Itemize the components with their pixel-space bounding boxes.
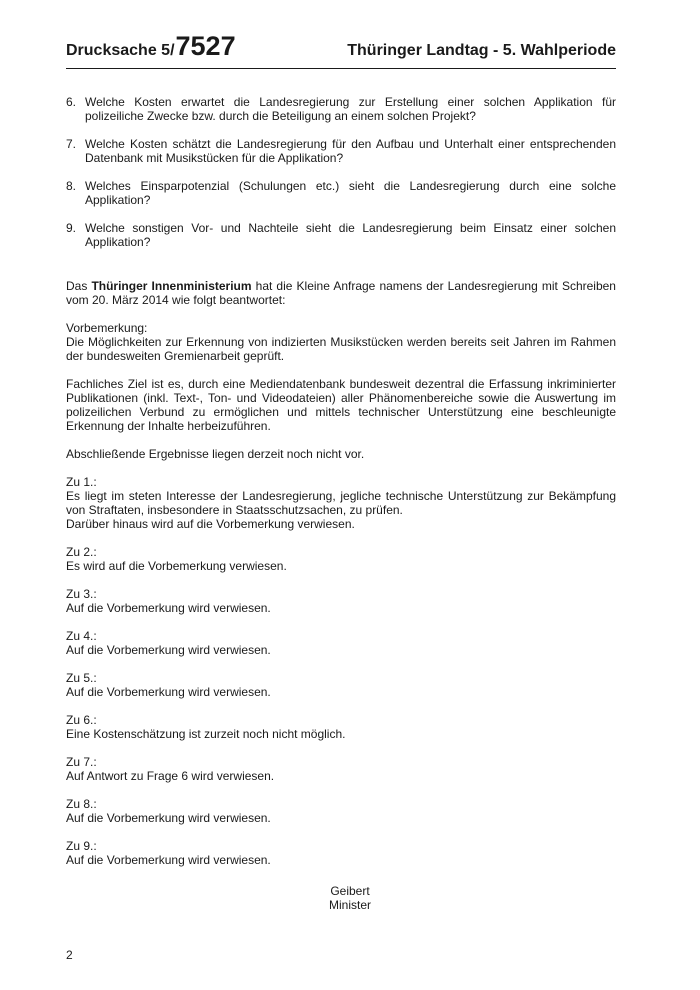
parliament-title: Thüringer Landtag - 5. Wahlperiode (347, 42, 616, 59)
answer-label: Zu 8.: (66, 797, 97, 811)
document-number-value: 7527 (175, 31, 236, 61)
answer-text: Eine Kostenschätzung ist zurzeit noch nicht möglich. (66, 727, 346, 741)
question-text: Welches Einsparpotenzial (Schulungen etc.) sieht die Landesregierung durch eine solche Applikation? (85, 179, 616, 207)
answer-text: Auf die Vorbemerkung wird verwiesen. (66, 853, 271, 867)
answer-label: Zu 6.: (66, 713, 97, 727)
answer-text: Es wird auf die Vorbemerkung verwiesen. (66, 559, 287, 573)
answer-intro: Das Thüringer Innenministerium hat die Kleine Anfrage namens der Landesregierung mit Schreiben vom 20. März 2014 wie folgt beantwortet: (66, 279, 616, 307)
question-text: Welche Kosten erwartet die Landesregierung zur Erstellung einer solchen Applikation für polizeiliche Zwecke bzw. durch die Beteiligung an einem solchen Projekt? (85, 95, 616, 123)
page-header (66, 26, 616, 66)
answer-text: Auf Antwort zu Frage 6 wird verwiesen. (66, 769, 275, 783)
signatory-name: Geibert (330, 884, 370, 898)
answer-text: Darüber hinaus wird auf die Vorbemerkung verwiesen. (66, 517, 355, 531)
answer-text: Es liegt im steten Interesse der Landesregierung, jegliche technische Unterstützung zur Bekämpfung von Straftaten, insbesondere in Staatsschutzsachen, zu prüfen. (66, 489, 616, 517)
document-body (66, 95, 616, 881)
document-prefix: Drucksache 5/ (66, 42, 175, 59)
answer-text: Auf die Vorbemerkung wird verwiesen. (66, 811, 271, 825)
answer-label: Zu 3.: (66, 587, 97, 601)
answer-text: Auf die Vorbemerkung wird verwiesen. (66, 685, 271, 699)
question-number: 8. (66, 179, 77, 193)
question-item (66, 95, 616, 123)
answer-block (66, 587, 616, 615)
preliminary-remark (66, 321, 616, 363)
question-item (66, 137, 616, 165)
question-number: 6. (66, 95, 77, 109)
signatory-title: Minister (328, 898, 371, 912)
preliminary-text: Die Möglichkeiten zur Erkennung von indizierten Musikstücken werden bereits seit Jahren im Rahmen der bundesweiten Gremienarbeit geprüft. (66, 335, 616, 363)
page-number: 2 (66, 948, 73, 962)
document-number (66, 33, 236, 60)
question-text: Welche sonstigen Vor- und Nachteile sieht die Landesregierung beim Einsatz einer solchen Applikation? (85, 221, 616, 249)
ministry-name: Thüringer Innenministerium (91, 279, 252, 293)
question-item (66, 221, 616, 249)
answer-label: Zu 5.: (66, 671, 97, 685)
answer-label: Zu 4.: (66, 629, 97, 643)
results-status: Abschließende Ergebnisse liegen derzeit noch nicht vor. (66, 447, 365, 461)
answer-label: Zu 9.: (66, 839, 97, 853)
signature-block (0, 884, 700, 912)
answer-label: Zu 1.: (66, 475, 97, 489)
question-item (66, 179, 616, 207)
answer-block (66, 545, 616, 573)
answer-text: Auf die Vorbemerkung wird verwiesen. (66, 601, 271, 615)
answer-label: Zu 2.: (66, 545, 97, 559)
answer-block (66, 713, 616, 741)
question-number: 7. (66, 137, 77, 151)
answer-block (66, 797, 616, 825)
answer-text: Auf die Vorbemerkung wird verwiesen. (66, 643, 271, 657)
question-list (66, 95, 616, 249)
header-divider (66, 68, 616, 69)
answer-block (66, 629, 616, 657)
answer-block (66, 839, 616, 867)
answer-block (66, 755, 616, 783)
question-text: Welche Kosten schätzt die Landesregierung für den Aufbau und Unterhalt einer entsprechenden Datenbank mit Musikstücken für die Applikation? (85, 137, 616, 165)
preliminary-label: Vorbemerkung: (66, 321, 148, 335)
answer-label: Zu 7.: (66, 755, 97, 769)
answer-block (66, 475, 616, 531)
answer-block (66, 671, 616, 699)
technical-goal: Fachliches Ziel ist es, durch eine Mediendatenbank bundesweit dezentral die Erfassung inkriminierter Publikationen (inkl. Text-, Ton- und Videodateien) aller Phänomenbereiche sowie die Auswertung im polizeilichen Verbund zu ermöglichen und mittels technischer Unterstützung eine beschleunigte Erkennung der Inhalte herbeizuführen. (66, 377, 616, 433)
question-number: 9. (66, 221, 77, 235)
